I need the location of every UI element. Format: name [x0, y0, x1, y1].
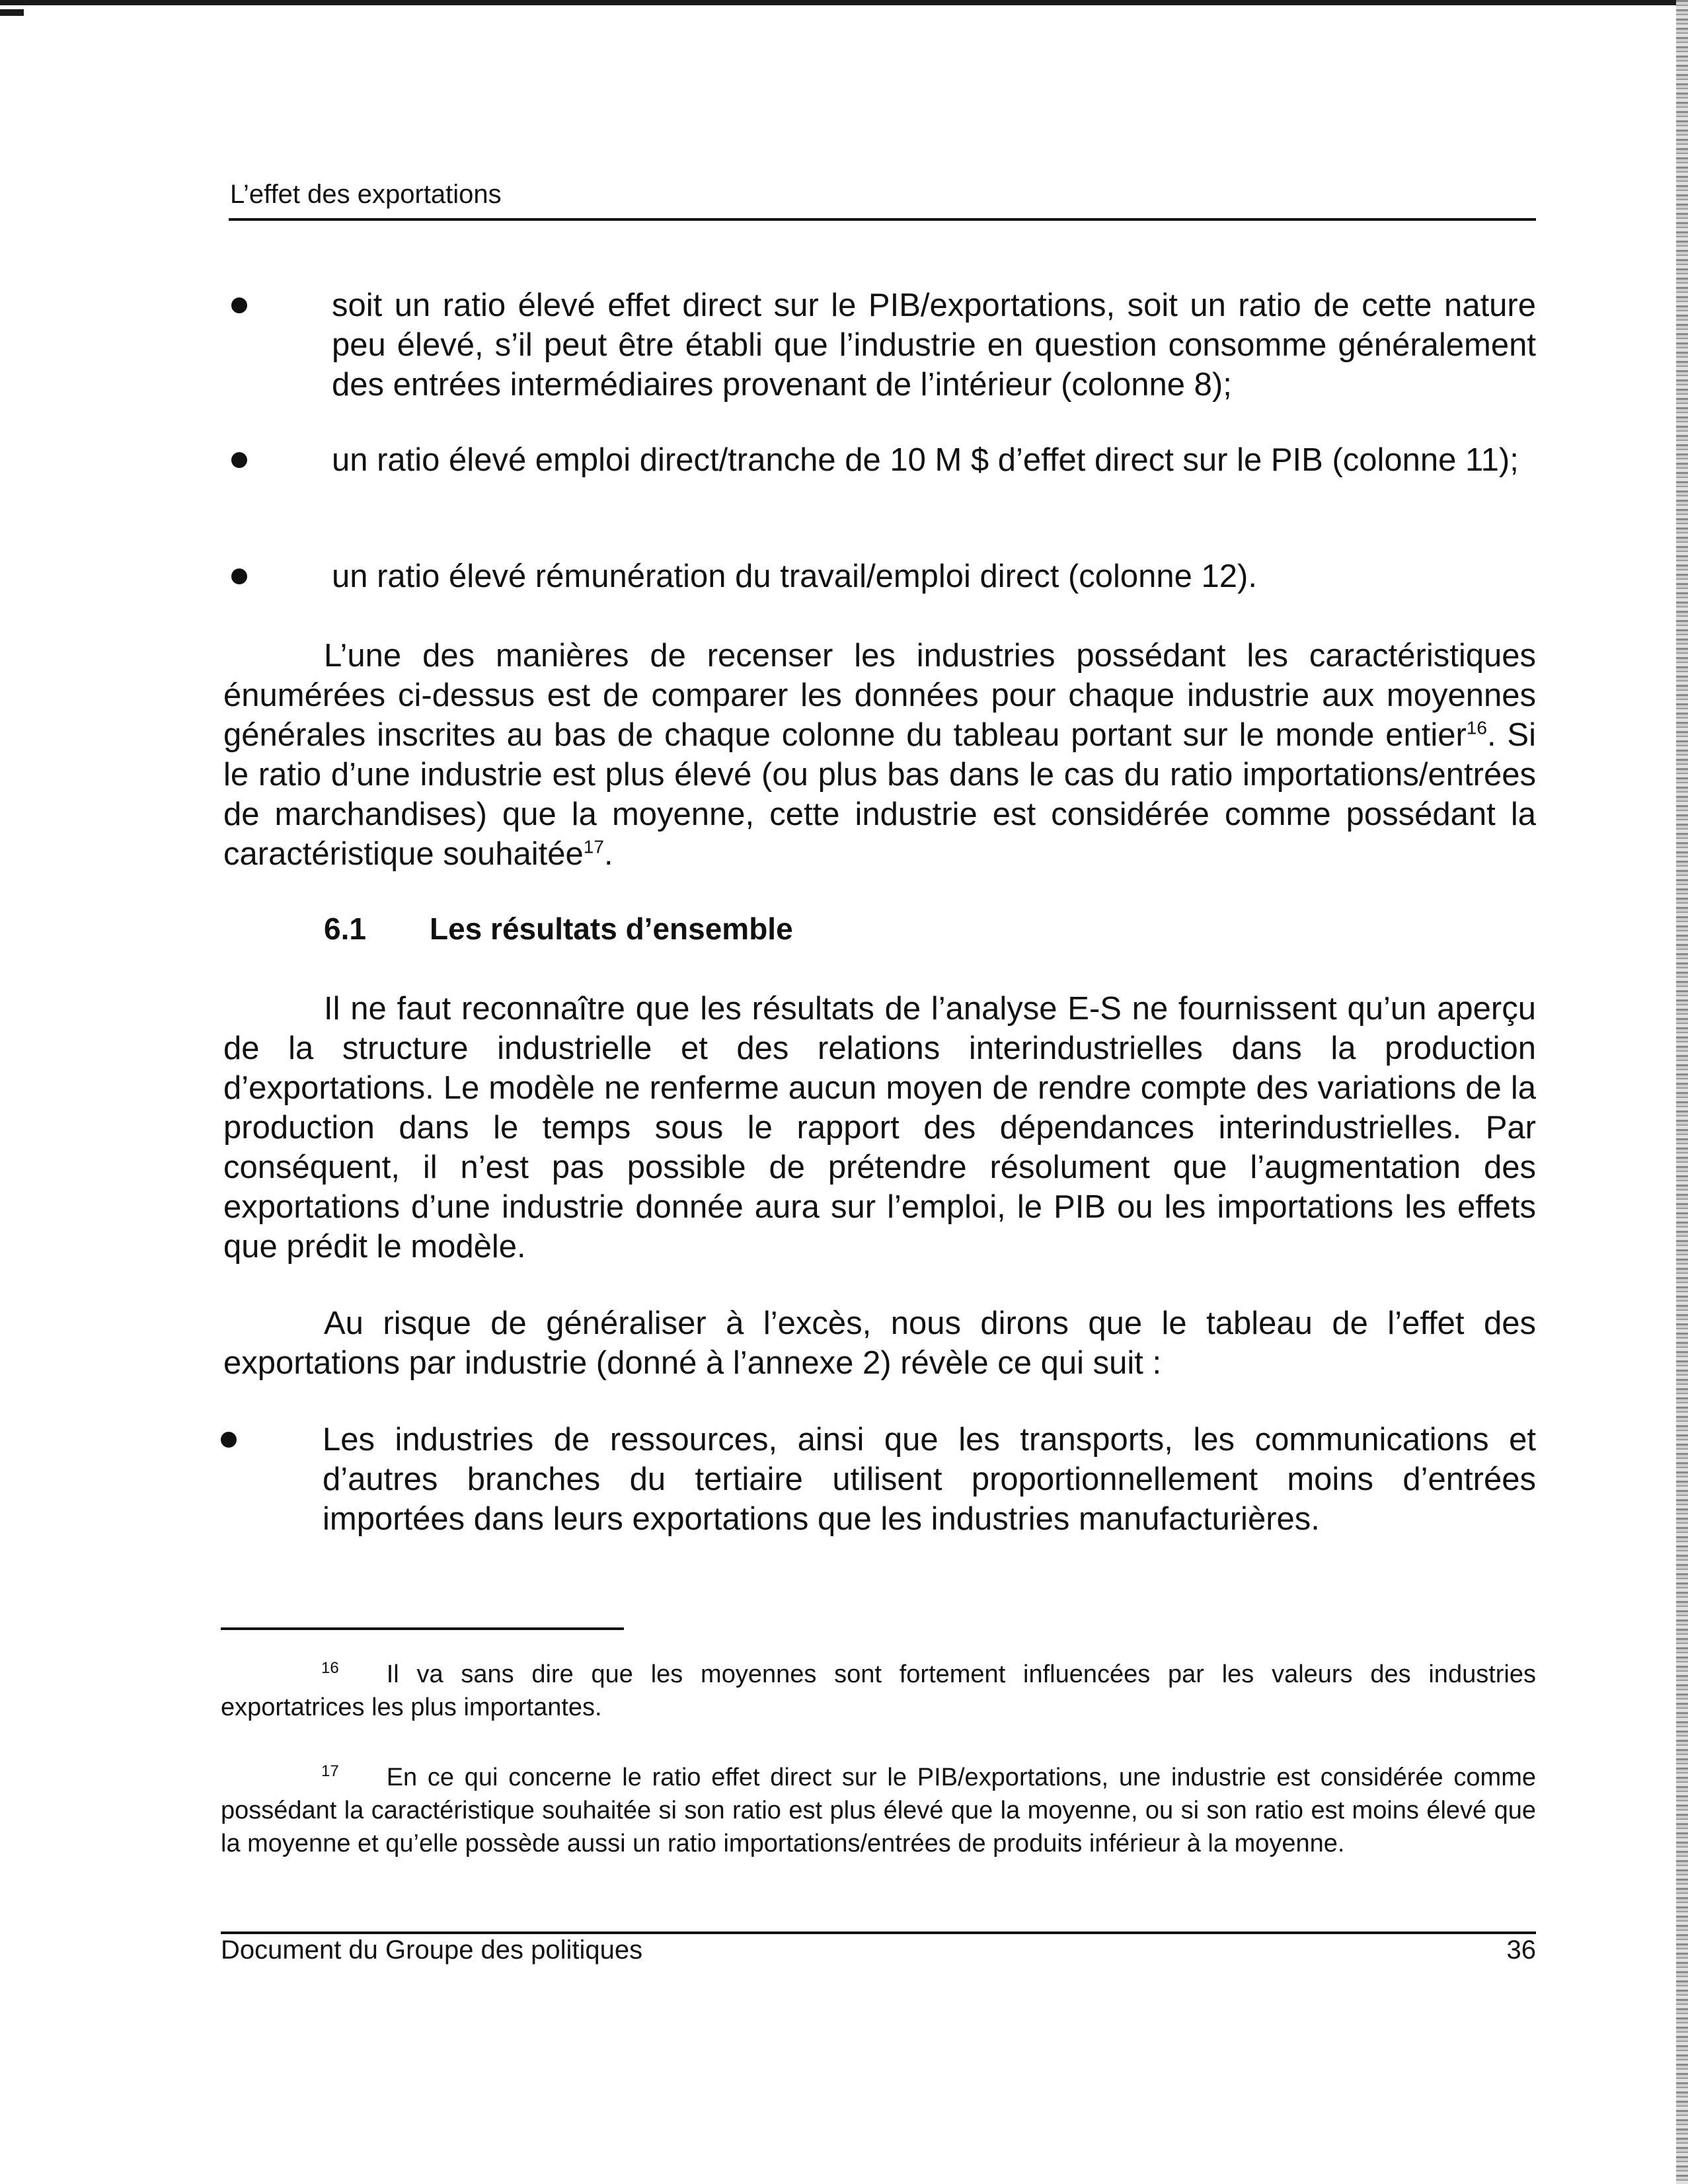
bullet-dot-icon — [231, 568, 247, 584]
footnote-text: Il va sans dire que les moyennes sont fortement influencées par les valeurs des industries exportatrices les plus importantes. — [221, 1660, 1536, 1721]
page-number: 36 — [1506, 1935, 1536, 1965]
footnote-number: 17 — [321, 1762, 339, 1781]
section-title: Les résultats d’ensemble — [430, 912, 793, 946]
footnote-text: En ce qui concerne le ratio effet direct sur le PIB/exportations, une industrie est considérée comme possédant la caractéristique souhaitée si son ratio est plus élevé que la moyenne, ou si son ratio est moins élevé que la moyenne et qu’elle possède aussi un ratio importations/entrées de produits inférieur à la moyenne. — [221, 1764, 1536, 1857]
bullet-text: un ratio élevé emploi direct/tranche de 10 M $ d’effet direct sur le PIB (colonne 11); — [332, 442, 1519, 478]
scan-corner-mark — [0, 9, 24, 16]
bullet-text: un ratio élevé rémunération du travail/emploi direct (colonne 12). — [332, 559, 1257, 594]
paragraph-analyse: Il ne faut reconnaître que les résultats de l’analyse E-S ne fournissent qu’un aperçu de la structure industrielle et des relations interindustrielles dans la production d’exportations. Le modèle ne renferme aucun moyen de rendre compte des variations de la production dans le temps sous le rapport des dépendances interindustrielles. Par conséquent, il n’est pas possible de prétendre résolument que l’augmentation des exportations d’une industrie donnée aura sur l’emploi, le PIB ou les importations les effets que prédit le modèle. — [223, 991, 1536, 1265]
bullet-dot-icon — [221, 1432, 237, 1448]
footnote — [221, 1658, 1536, 1724]
section-number: 6.1 — [324, 912, 366, 946]
bullet-text: soit un ratio élevé effet direct sur le PIB/exportations, soit un ratio de cette nature peu élevé, s’il peut être établi que l’industrie en question consomme généralement des entrées intermédiaires provenant de l’intérieur (colonne 8); — [332, 288, 1536, 403]
footer-rule — [221, 1931, 1536, 1934]
bullet-dot-icon — [231, 297, 247, 313]
bullet-item — [221, 1420, 1536, 1539]
paragraph-recensement: L’une des manières de recenser les industries possédant les caractéristiques énumérées ci-dessus est de comparer les données pour chaque industrie aux moyennes générales inscrites au bas de chaque colonne du tableau portant sur le monde entier$^{16}$. Si le ratio d’une industrie est plus élevé (ou plus bas dans le cas du ratio importations/entrées de marchandises) que la moyenne, cette industrie est considérée comme possédant la caractéristique souhaitée$^{17}$. — [223, 638, 1536, 872]
section-heading — [324, 911, 793, 947]
footnote — [221, 1761, 1536, 1860]
footnote-ref[interactable]: 16 — [1466, 717, 1487, 738]
scan-right-edge — [1676, 0, 1688, 2184]
bullet-item — [231, 557, 1536, 596]
bullet-dot-icon — [231, 452, 247, 468]
bullet-text: Les industries de ressources, ainsi que les transports, les communications et d’autres branches du tertiaire utilisent proportionnellement moins d’entrées importées dans leurs exportations que les industries manufacturières. — [323, 1422, 1536, 1537]
footnote-number: 16 — [321, 1659, 339, 1678]
footnote-ref[interactable]: 17 — [583, 836, 604, 857]
running-header: L’effet des exportations — [230, 180, 502, 209]
paragraph-generalisation: Au risque de généraliser à l’excès, nous dirons que le tableau de l’effet des exportations par industrie (donné à l’annexe 2) révèle ce qui suit : — [223, 1306, 1536, 1381]
scan-top-border — [0, 0, 1688, 5]
bullet-item — [231, 286, 1536, 405]
bullet-item — [231, 440, 1536, 480]
header-rule — [229, 218, 1536, 221]
footer-publisher: Document du Groupe des politiques — [221, 1935, 643, 1965]
footnote-separator — [221, 1627, 624, 1630]
